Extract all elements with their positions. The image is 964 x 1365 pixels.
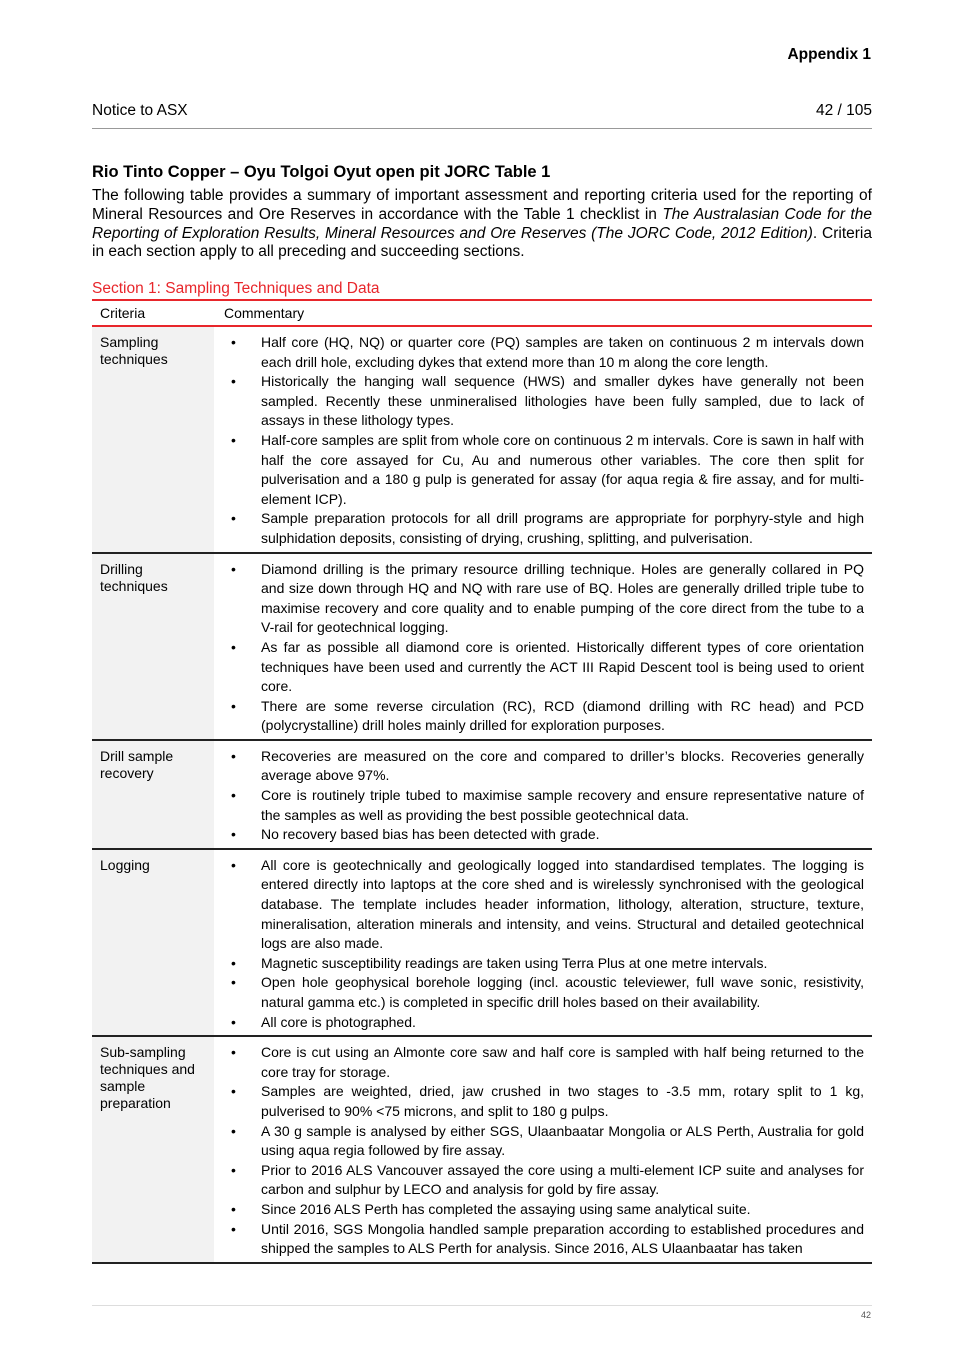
- footer-divider: [92, 1305, 872, 1306]
- header-page: 42 / 105: [815, 102, 872, 119]
- bullet-item: • Recoveries are measured on the core and compared to driller’s blocks. Recoveries generally average above 97%.: [214, 747, 864, 786]
- bullet-item: • Historically the hanging wall sequence (HWS) and smaller dykes have generally not been sampled. Recently these unmineralised lithologies have been fully sampled, due to lack of assays in these lithology types.: [214, 372, 864, 431]
- criteria-cell: Logging: [92, 850, 214, 1035]
- bullet-item: • Magnetic susceptibility readings are taken using Terra Plus at one metre intervals.: [214, 954, 864, 974]
- bullet-item: • Until 2016, SGS Mongolia handled sample preparation according to established procedures and shipped the samples to ALS Perth for analysis. Since 2016, ALS Ulaanbaatar has taken: [214, 1220, 864, 1259]
- bullet-item: • Samples are weighted, dried, jaw crushed in two stages to -3.5 mm, rotary split to 1 kg, pulverised to 90% <75 microns, and split to 180 g pulps.: [214, 1082, 864, 1121]
- page-title: Rio Tinto Copper – Oyu Tolgoi Oyut open pit JORC Table 1: [92, 163, 551, 181]
- table-row: [92, 554, 872, 741]
- criteria-cell: Sampling techniques: [92, 327, 214, 552]
- table-row: [92, 850, 872, 1037]
- commentary-cell: [214, 850, 872, 1035]
- bullet-item: • A 30 g sample is analysed by either SGS, Ulaanbaatar Mongolia or ALS Perth, Australia for gold using aqua regia followed by fire assay.: [214, 1122, 864, 1161]
- bullet-item: • Sample preparation protocols for all drill programs are appropriate for porphyry-style and high sulphidation deposits, consisting of drying, crushing, splitting, and pulverisation.: [214, 509, 864, 548]
- commentary-cell: [214, 554, 872, 739]
- bullet-item: • There are some reverse circulation (RC), RCD (diamond drilling with RC head) and PCD (polycrystalline) drill holes mainly drilled for exploration purposes.: [214, 697, 864, 736]
- running-header: [92, 102, 872, 129]
- bullet-item: • As far as possible all diamond core is oriented. Historically different types of core orientation techniques have been used and currently the ACT III Rapid Descent tool is being used to orient core.: [214, 638, 864, 697]
- footer-page-number: 42: [860, 1310, 871, 1320]
- section-title: Section 1: Sampling Techniques and Data: [92, 280, 872, 301]
- bullet-item: • All core is geotechnically and geologically logged into standardised templates. The logging is entered directly into laptops at the core shed and is wirelessly synchronised with the geological database. The template includes header information, lithology, alteration, structure, texture, mineralisation, alteration minerals and intensity, and veins. Structural and detailed geotechnical logs are also made.: [214, 856, 864, 954]
- commentary-cell: [214, 327, 872, 552]
- table-row: [92, 1037, 872, 1264]
- appendix-label: Appendix 1: [787, 46, 871, 63]
- bullet-item: • All core is photographed.: [214, 1013, 864, 1033]
- bullet-item: • Core is routinely triple tubed to maximise sample recovery and ensure representative nature of the samples as well as providing the best possible geotechnical data.: [214, 786, 864, 825]
- bullet-item: • Half core (HQ, NQ) or quarter core (PQ) samples are taken on continuous 2 m intervals down each drill hole, excluding dykes that extend more than 10 m along the core length.: [214, 333, 864, 372]
- bullet-item: • No recovery based bias has been detected with grade.: [214, 825, 864, 845]
- bullet-item: • Prior to 2016 ALS Vancouver assayed the core using a multi-element ICP suite and analyses for carbon and sulphur by LECO and analysis for gold by fire assay.: [214, 1161, 864, 1200]
- table-row: [92, 327, 872, 554]
- col-criteria-header: Criteria: [100, 305, 146, 321]
- table-header: [92, 301, 872, 327]
- intro-text-1: The following table provides a summary of important assessment and reporting criteria used for the reporting of Mineral Resources and Ore Reserves in accordance with the Table 1 checklist in: [92, 187, 872, 223]
- col-commentary-header: Commentary: [224, 305, 305, 321]
- bullet-item: • Diamond drilling is the primary resource drilling technique. Holes are generally collared in PQ and size down through HQ and NQ with rare use of BQ. Holes are generally drilled triple tube to maximise recovery and core quality and to enable pumping of the core direct from the tube to a V-rail for geotechnical logging.: [214, 560, 864, 638]
- bullet-item: • Half-core samples are split from whole core on continuous 2 m intervals. Core is sawn in half with half the core assayed for Cu, Au and numerous other variables. The core then split for pulverisation and a 180 g pulp is generated for assay (for aqua regia & fire assay, and for multi-element ICP).: [214, 431, 864, 509]
- criteria-cell: Drill sample recovery: [92, 741, 214, 848]
- table-row: [92, 741, 872, 850]
- intro-text-2: . Criteria in each section apply to all preceding and succeeding sections.: [92, 224, 872, 261]
- commentary-cell: [214, 1037, 872, 1262]
- commentary-cell: [214, 741, 872, 848]
- bullet-item: • Open hole geophysical borehole logging (incl. acoustic televiewer, full wave sonic, resistivity, natural gamma etc.) is completed in specific drill holes based on their availability.: [214, 973, 864, 1012]
- criteria-cell: Sub-sampling techniques and sample preparation: [92, 1037, 214, 1262]
- jorc-table: [92, 301, 872, 1264]
- header-left: Notice to ASX: [92, 102, 188, 119]
- bullet-item: • Core is cut using an Almonte core saw and half core is sampled with half being returned to the core tray for storage.: [214, 1043, 864, 1082]
- intro-paragraph: [92, 187, 872, 262]
- criteria-cell: Drilling techniques: [92, 554, 214, 739]
- bullet-item: • Since 2016 ALS Perth has completed the assaying using same analytical suite.: [214, 1200, 864, 1220]
- intro-italic: The Australasian Code for the Reporting of Exploration Results, Mineral Resources and Ore Reserves (The JORC Code, 2012 Edition): [92, 205, 872, 242]
